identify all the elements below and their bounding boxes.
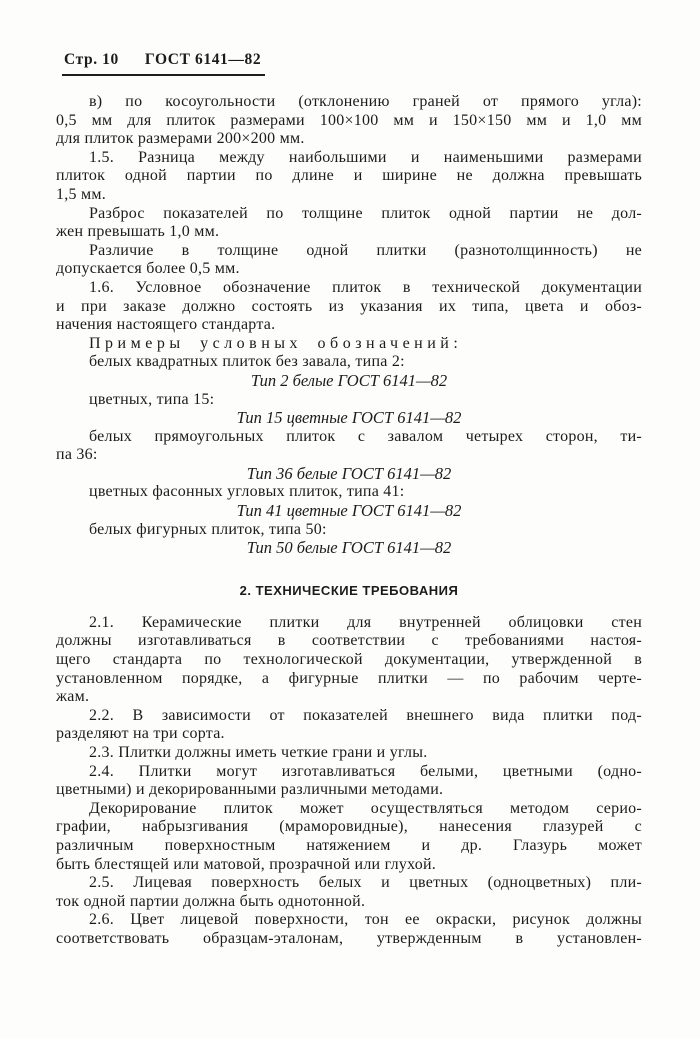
text-line: начения настоящего стандарта. bbox=[56, 316, 276, 334]
text-line: 1,5 мм. bbox=[56, 185, 106, 203]
paragraph bbox=[56, 353, 642, 372]
text-line: белых фигурных плиток, типа 50: bbox=[89, 520, 327, 538]
text-line: соответствовать образцам-эталонам, утвержденным в установлен- bbox=[56, 929, 642, 947]
page-header bbox=[62, 50, 265, 76]
page-number: Стр. 10 bbox=[64, 51, 119, 68]
text-line: допускается более 0,5 мм. bbox=[56, 260, 240, 278]
text-line: для плиток размерами 200×200 мм. bbox=[56, 130, 305, 148]
type-designation-example: Тип 15 цветные ГОСТ 6141—82 bbox=[236, 408, 462, 428]
text-line: и при заказе должно состоять из указания их типа, цвета и обоз- bbox=[56, 297, 642, 315]
text-line: белых прямоугольных плиток с завалом четырех сторон, ти- bbox=[89, 427, 642, 445]
type-designation-example: Тип 50 белые ГОСТ 6141—82 bbox=[246, 538, 452, 558]
text-line: жам. bbox=[56, 688, 90, 706]
paragraph bbox=[56, 707, 642, 744]
text-line: белых квадратных плиток без завала, типа 2: bbox=[89, 353, 405, 371]
paragraph bbox=[56, 744, 642, 763]
paragraph bbox=[56, 93, 642, 149]
text-line: быть блестящей или матовой, прозрачной или глухой. bbox=[56, 855, 437, 873]
text-line: жен превышать 1,0 мм. bbox=[56, 223, 220, 241]
text-line: 2.4. Плитки могут изготавливаться белыми, цветными (одно- bbox=[89, 762, 642, 780]
text-line: цветных, типа 15: bbox=[89, 390, 215, 408]
paragraph bbox=[56, 911, 642, 948]
text-line: 1.5. Разница между наибольшими и наименьшими размерами bbox=[89, 148, 642, 166]
text-line: щего стандарта по технологической документации, утвержденной в bbox=[56, 651, 642, 669]
paragraph bbox=[56, 800, 642, 874]
text-line: установленном порядке, а фигурные плитки — по рабочим черте- bbox=[56, 669, 642, 687]
paragraph bbox=[56, 149, 642, 205]
type-designation-example: Тип 36 белые ГОСТ 6141—82 bbox=[246, 463, 452, 483]
text-line: 2.5. Лицевая поверхность белых и цветных (одноцветных) пли- bbox=[89, 874, 642, 892]
text-line: должны изготавливаться в соответствии с требованиями настоя- bbox=[56, 632, 642, 650]
text-line: в) по косоугольности (отклонению граней от прямого угла): bbox=[89, 93, 642, 110]
text-line: Разброс показателей по толщине плиток одной партии не дол- bbox=[89, 204, 642, 222]
text-line: ток одной партии должна быть однотонной. bbox=[56, 892, 366, 910]
type-designation-example: Тип 41 цветные ГОСТ 6141—82 bbox=[236, 501, 462, 521]
paragraph bbox=[56, 521, 642, 540]
text-line: различным поверхностным натяжением и др. Глазурь может bbox=[56, 836, 642, 854]
text-line: 2.2. В зависимости от показателей внешнего вида плитки под- bbox=[89, 706, 642, 724]
text-line: цветных фасонных угловых плиток, типа 41: bbox=[89, 483, 405, 501]
text-line: графии, набрызгивания (мраморовидные), нанесения глазурей с bbox=[56, 818, 642, 836]
text-line: 1.6. Условное обозначение плиток в технической документации bbox=[89, 278, 642, 296]
paragraph bbox=[56, 391, 642, 410]
text-line: па 36: bbox=[56, 446, 98, 464]
document-body bbox=[56, 93, 642, 949]
text-line: 2.6. Цвет лицевой поверхности, тон ее окраски, рисунок должны bbox=[89, 911, 642, 929]
text-line: Различие в толщине одной плитки (разнотолщинность) не bbox=[89, 241, 642, 259]
text-line: 2.3. Плитки должны иметь четкие грани и углы. bbox=[89, 744, 428, 761]
section-heading: 2. ТЕХНИЧЕСКИЕ ТРЕБОВАНИЯ bbox=[239, 582, 459, 598]
text-line: 2.1. Керамические плитки для внутренней облицовки стен bbox=[89, 613, 642, 631]
text-line: цветными) и декорированными различными методами. bbox=[56, 781, 444, 799]
text-line: плиток одной партии по длине и ширине не должна превышать bbox=[56, 167, 642, 185]
examples-heading: Примеры условных обозначений: bbox=[89, 334, 463, 352]
paragraph bbox=[56, 874, 642, 911]
paragraph bbox=[56, 614, 642, 707]
text-line: разделяют на три сорта. bbox=[56, 725, 225, 743]
paragraph bbox=[56, 279, 642, 335]
text-line: 0,5 мм для плиток размерами 100×100 мм и 150×150 мм и 1,0 мм bbox=[56, 111, 642, 129]
type-designation-example: Тип 2 белые ГОСТ 6141—82 bbox=[250, 370, 448, 390]
paragraph bbox=[56, 483, 642, 502]
paragraph bbox=[56, 205, 642, 242]
paragraph bbox=[56, 763, 642, 800]
text-line: Декорирование плиток может осуществляться методом серио- bbox=[89, 799, 642, 817]
document-number: ГОСТ 6141—82 bbox=[144, 51, 262, 68]
paragraph bbox=[56, 428, 642, 465]
paragraph bbox=[56, 242, 642, 279]
